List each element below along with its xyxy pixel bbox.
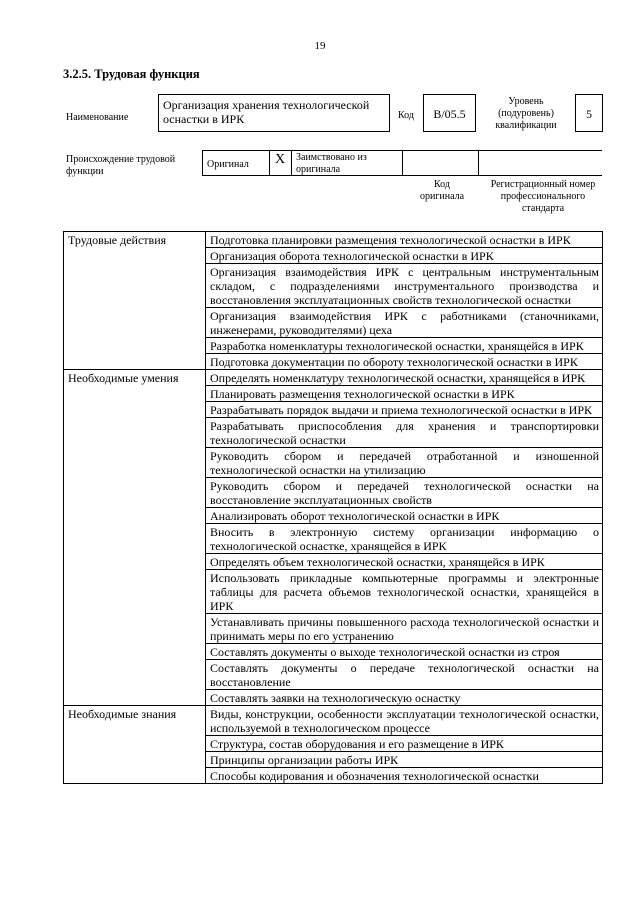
origin-label: Происхождение трудовой функции (66, 154, 176, 177)
table-cell-item: Составлять документы о выходе технологической оснастки из строя (206, 644, 603, 660)
table-cell-item: Использовать прикладные компьютерные программы и электронные таблицы для расчета объемов технологической оснастки, хранящейся в ИРК (206, 570, 603, 614)
table-cell-item: Подготовка планировки размещения технологической оснастки в ИРК (206, 232, 603, 248)
table-cell-item: Составлять заявки на технологическую оснастку (206, 690, 603, 706)
code-box (423, 94, 476, 132)
reg-number-label: Регистрационный номер профессионального стандарта (490, 179, 596, 214)
table-cell-item: Принципы организации работы ИРК (206, 752, 603, 768)
table-cell-item: Анализировать оборот технологической оснастки в ИРК (206, 508, 603, 524)
table-cell-item: Устанавливать причины повышенного расхода технологической оснастки и принимать меры по его устранению (206, 614, 603, 644)
table-cell-item: Организация оборота технологической оснастки в ИРК (206, 248, 603, 264)
divider (402, 150, 403, 176)
table-cell-item: Подготовка документации по обороту технологической оснастки в ИРК (206, 354, 603, 370)
divider (478, 150, 479, 176)
borrowed-label: Заимствовано из оригинала (296, 152, 367, 175)
table-row (64, 370, 603, 386)
code-label: Код (398, 110, 414, 121)
level-label: Уровень (подуровень) квалификации (495, 96, 557, 131)
function-name-box (158, 94, 390, 132)
section-title: 3.2.5. Трудовая функция (63, 67, 200, 81)
table-cell-item: Организация взаимодействия ИРК с центральным инструментальным складом, с подразделениями инструментального производства и восстановления эксплуатационных свойств технологической оснастки (206, 264, 603, 308)
page-number: 19 (314, 40, 326, 52)
table-cell-item: Разрабатывать приспособления для хранения и транспортировки технологической оснастки (206, 418, 603, 448)
level-box (575, 94, 603, 132)
group-title: Необходимые умения (64, 370, 206, 706)
table-row (64, 706, 603, 736)
code-original-label: Код оригинала (419, 179, 465, 202)
table-cell-item: Виды, конструкции, особенности эксплуатации технологической оснастки, используемой в технологическом процессе (206, 706, 603, 736)
function-table (63, 231, 603, 784)
table-cell-item: Руководить сбором и передачей технологической оснастки на восстановление эксплуатационных свойств (206, 478, 603, 508)
divider (291, 150, 292, 176)
table-cell-item: Разработка номенклатуры технологической оснастки, хранящейся в ИРК (206, 338, 603, 354)
table-cell-item: Разрабатывать порядок выдачи и приема технологической оснастки в ИРК (206, 402, 603, 418)
table-cell-item: Планировать размещения технологической оснастки в ИРК (206, 386, 603, 402)
table-cell-item: Определять номенклатуру технологической оснастки, хранящейся в ИРК (206, 370, 603, 386)
level-value: 5 (586, 107, 592, 121)
name-label: Наименование (66, 112, 129, 123)
function-name-value: Организация хранения технологической оснастки в ИРК (163, 98, 370, 126)
table-cell-item: Вносить в электронную систему организации информацию о технологической оснастке, хранящейся в ИРК (206, 524, 603, 554)
table-cell-item: Структура, состав оборудования и его размещение в ИРК (206, 736, 603, 752)
divider (269, 150, 270, 176)
original-label: Оригинал (207, 159, 249, 170)
code-value: B/05.5 (433, 107, 466, 121)
group-title: Трудовые действия (64, 232, 206, 370)
table-cell-item: Определять объем технологической оснастки, хранящейся в ИРК (206, 554, 603, 570)
original-mark: X (275, 152, 286, 167)
group-title: Необходимые знания (64, 706, 206, 784)
table-cell-item: Составлять документы о передаче технологической оснастки на восстановление (206, 660, 603, 690)
table-cell-item: Способы кодирования и обозначения технологической оснастки (206, 768, 603, 784)
table-cell-item: Руководить сбором и передачей отработанной и изношенной технологической оснастки на утилизацию (206, 448, 603, 478)
table-row (64, 232, 603, 248)
table-cell-item: Организация взаимодействия ИРК с работниками (станочниками, инженерами, руководителями) цеха (206, 308, 603, 338)
